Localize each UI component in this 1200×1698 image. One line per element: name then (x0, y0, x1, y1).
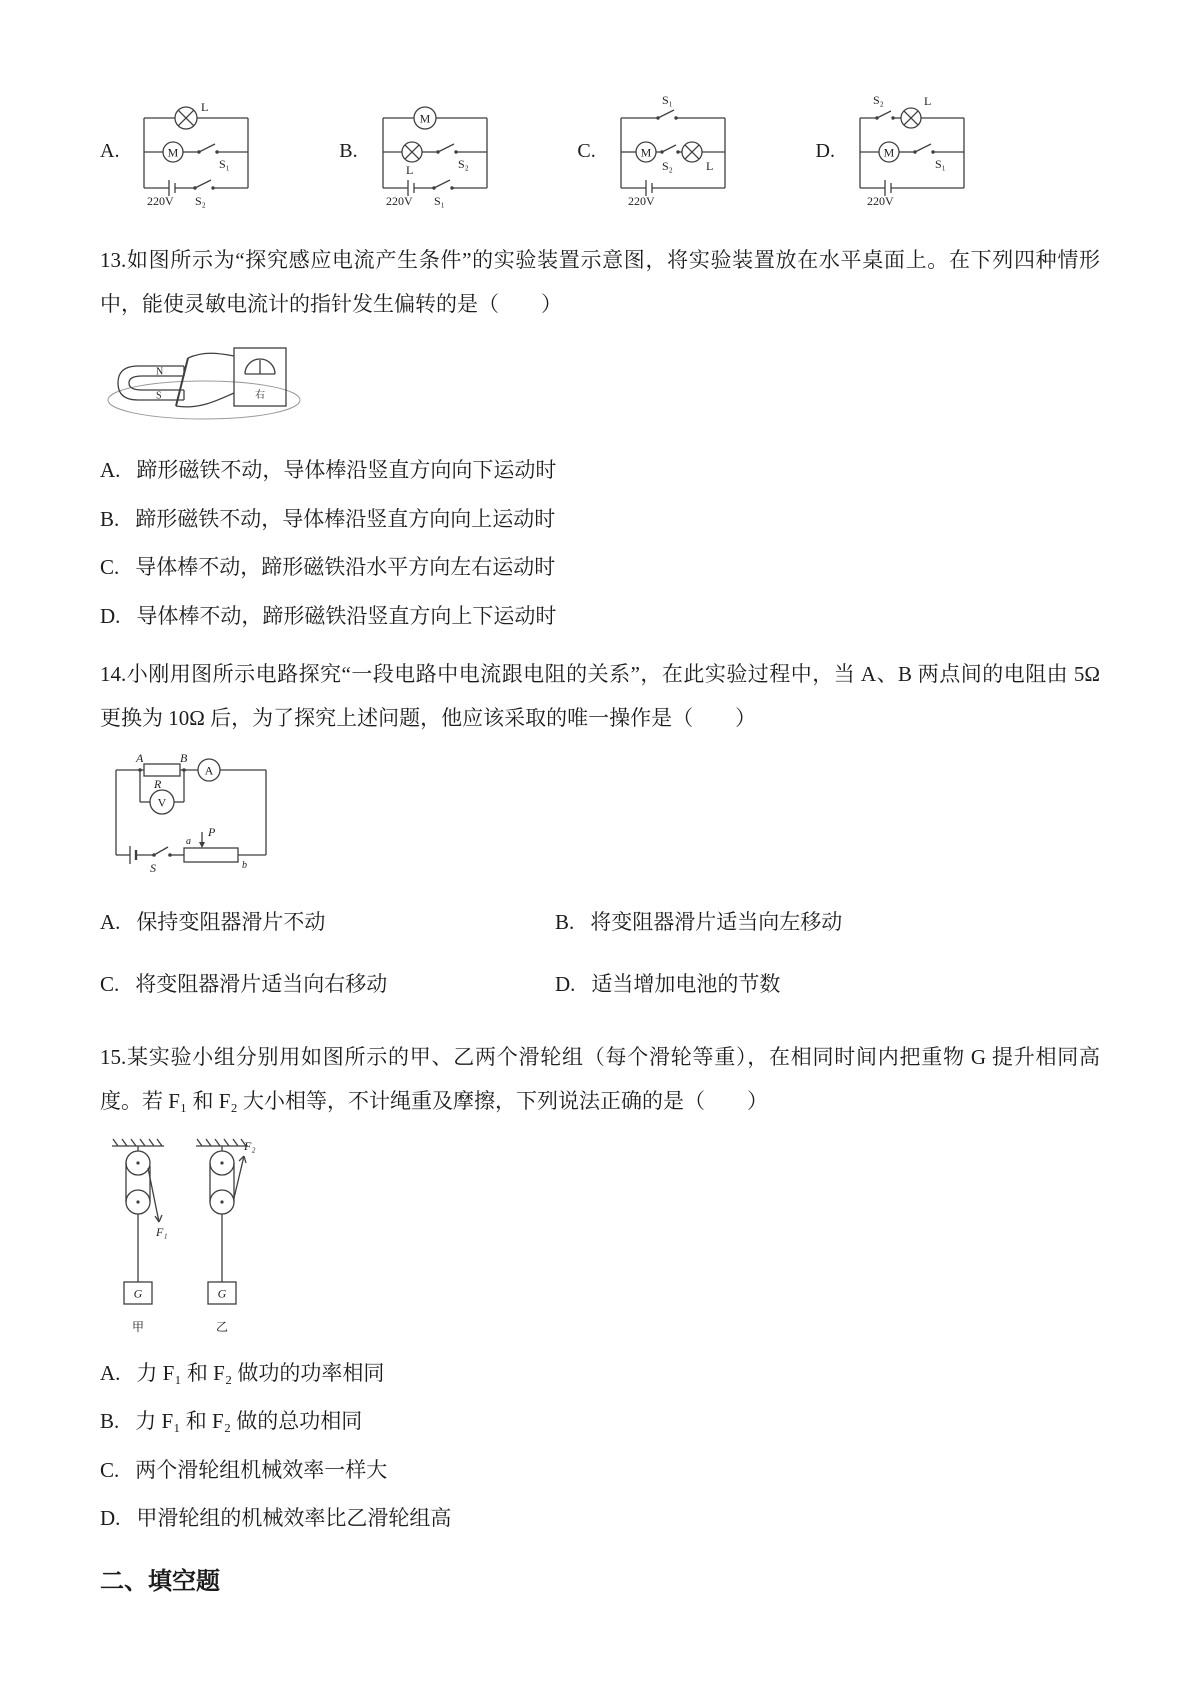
motor-label: M (883, 145, 895, 160)
switch2-label: S₂ (872, 93, 884, 107)
switch1-label: S₁ (934, 157, 946, 171)
option-text: 适当增加电池的节数 (591, 971, 781, 996)
rheostat-a-label: a (186, 836, 191, 848)
magnet-north-label: N (156, 366, 164, 378)
point-b-label: B (180, 752, 188, 766)
option-text: 力 F₁ 和 F₂ 做的总功相同 (135, 1409, 363, 1434)
q13-option-d (100, 601, 1100, 633)
option-letter: C. (100, 971, 120, 996)
q15-option-c (100, 1455, 1100, 1487)
option-text: 两个滑轮组机械效率一样大 (135, 1457, 388, 1482)
force-f1-label: F₁ (156, 1224, 168, 1239)
option-letter-b: B. (339, 139, 358, 162)
option-text: 保持变阻器滑片不动 (136, 910, 326, 935)
option-letter: D. (100, 603, 121, 628)
q13-figure-induction-apparatus (104, 338, 314, 438)
q15-stem: 15.某实验小组分别用如图所示的甲、乙两个滑轮组（每个滑轮等重），在相同时间内把重物 G 提升相同高度。若 F₁ 和 F₂ 大小相等，不计绳重及摩擦，下列说法正确的是（ ） (100, 1045, 1100, 1114)
option-text: 导体棒不动，蹄形磁铁沿水平方向左右运动时 (135, 555, 556, 580)
slider-label: P (208, 825, 216, 840)
switch1-label: S₁ (219, 157, 231, 171)
q15-option-b (100, 1406, 1100, 1438)
q15-options (100, 1358, 1100, 1535)
option-text: 导体棒不动，蹄形磁铁沿竖直方向上下运动时 (136, 603, 557, 628)
source-label: 220V (627, 194, 655, 208)
weight-g-label: G (217, 1286, 227, 1301)
option-text: 甲滑轮组的机械效率比乙滑轮组高 (136, 1506, 452, 1531)
option-letter-c: C. (577, 139, 596, 162)
q15-option-d (100, 1503, 1100, 1535)
q13-option-c (100, 552, 1100, 584)
q12-option-d (816, 84, 980, 218)
q14-option-a (100, 907, 555, 939)
switch2-label: S₂ (457, 157, 469, 171)
motor-label: M (419, 111, 430, 126)
q14-figure-circuit (104, 752, 289, 882)
option-letter: B. (100, 1409, 120, 1434)
circuit-diagram-b (368, 90, 503, 208)
jia-label: 甲 (131, 1319, 145, 1334)
source-label: 220V (385, 194, 413, 208)
q12-options-row (100, 84, 980, 218)
lamp-label: L (923, 94, 932, 108)
option-letter: A. (100, 458, 121, 483)
option-text: 将变阻器滑片适当向右移动 (135, 971, 388, 996)
option-text: 蹄形磁铁不动，导体棒沿竖直方向向下运动时 (136, 458, 557, 483)
motor-label: M (640, 145, 652, 160)
point-a-label: A (136, 752, 144, 766)
switch1-label: S₁ (433, 194, 445, 208)
option-text: 将变阻器滑片适当向左移动 (590, 910, 843, 935)
q13-option-b (100, 504, 1100, 536)
q12-option-b (339, 84, 502, 218)
switch2-label: S₂ (661, 159, 673, 173)
option-letter: D. (555, 971, 576, 996)
q15-option-a (100, 1358, 1100, 1390)
option-text: 力 F₁ 和 F₂ 做功的功率相同 (136, 1360, 385, 1385)
rheostat-b-label: b (242, 860, 247, 872)
resistor-label: R (154, 777, 162, 792)
circuit-diagram-d (845, 90, 980, 208)
q14-options (100, 892, 1100, 1015)
switch2-label: S₂ (195, 194, 207, 208)
q13-stem: 13.如图所示为“探究感应电流产生条件”的实验装置示意图，将实验装置放在水平桌面上。在下列四种情形中，能使灵敏电流计的指针发生偏转的是（ ） (100, 248, 1100, 317)
option-letter: B. (100, 506, 120, 531)
option-letter-a: A. (100, 139, 120, 162)
section-fill-in-blanks-title: 二、填空题 (100, 1567, 220, 1595)
motor-label: M (168, 145, 179, 160)
lamp-label: L (405, 163, 413, 177)
option-letter-d: D. (815, 139, 835, 162)
ammeter-label: A (204, 763, 214, 778)
q12-option-c (577, 84, 740, 218)
q12-option-a (100, 84, 264, 218)
q14-option-c (100, 969, 555, 1001)
option-letter: D. (100, 1506, 121, 1531)
voltmeter-label: V (157, 795, 167, 810)
option-letter: A. (100, 1360, 121, 1385)
galvanometer-right-label: 右 (255, 390, 265, 402)
circuit-diagram-c (606, 90, 741, 208)
q14-option-b (555, 907, 1100, 939)
source-label: 220V (866, 194, 894, 208)
source-label: 220V (147, 194, 175, 208)
switch1-label: S₁ (661, 93, 673, 107)
option-letter: C. (100, 555, 120, 580)
q13-options (100, 455, 1100, 632)
switch-label: S (150, 861, 156, 876)
lamp-label: L (201, 100, 209, 114)
yi-label: 乙 (215, 1319, 229, 1334)
q15-figure-pulleys (104, 1136, 264, 1341)
q13-option-a (100, 455, 1100, 487)
q14-option-d (555, 969, 1100, 1001)
option-letter: A. (100, 910, 121, 935)
force-f2-label: F₂ (244, 1138, 256, 1153)
q14-stem: 14.小刚用图所示电路探究“一段电路中电流跟电阻的关系”，在此实验过程中，当 A、B 两点间的电阻由 5Ω 更换为 10Ω 后，为了探究上述问题，他应该采取的唯一操作是（ ） (100, 662, 1100, 731)
magnet-south-label: S (156, 390, 162, 402)
lamp-label: L (705, 159, 714, 173)
weight-g-label: G (133, 1286, 143, 1301)
option-text: 蹄形磁铁不动，导体棒沿竖直方向向上运动时 (135, 506, 556, 531)
circuit-diagram-a (129, 90, 264, 208)
option-letter: B. (555, 910, 575, 935)
option-letter: C. (100, 1457, 120, 1482)
